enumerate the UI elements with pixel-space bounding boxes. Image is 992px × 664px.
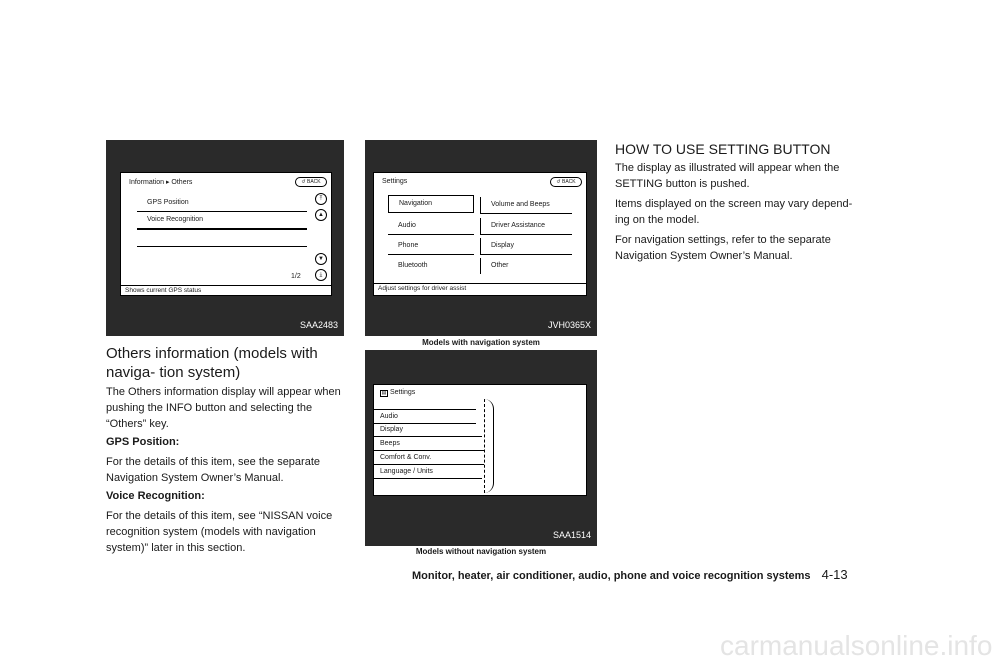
- menu-item[interactable]: Volume and Beeps: [480, 197, 572, 214]
- back-button[interactable]: ↺ BACK: [550, 177, 582, 187]
- body-text: For the details of this item, see “NISSAN voice recognition system (models with navigation system)” later in this section.: [106, 510, 333, 554]
- list-item[interactable]: Audio: [374, 409, 476, 424]
- list-item[interactable]: GPS Position: [137, 195, 307, 212]
- scroll-bottom-icon[interactable]: ⤓: [315, 269, 327, 281]
- subheading: GPS Position:: [106, 436, 180, 448]
- section-heading: HOW TO USE SETTING BUTTON: [615, 141, 831, 157]
- body-text: Items displayed on the screen may vary depend- ing on the model.: [615, 198, 853, 226]
- page-footer: [412, 567, 862, 582]
- figure-code: JVH0365X: [547, 320, 591, 330]
- screen-title: Information ▸ Others: [129, 179, 193, 186]
- menu-item[interactable]: Phone: [388, 238, 474, 255]
- watermark: carmanualsonline.info: [720, 630, 992, 661]
- list-item[interactable]: Beeps: [374, 437, 484, 451]
- scroll-top-icon[interactable]: ⤒: [315, 193, 327, 205]
- list-item[interactable]: [137, 229, 307, 230]
- menu-item-navigation[interactable]: Navigation: [388, 195, 474, 213]
- page-number: 4-13: [821, 567, 848, 582]
- figure-code: SAA1514: [552, 530, 591, 540]
- figure-caption: Models without navigation system: [415, 547, 547, 556]
- scroll-wheel-icon[interactable]: [484, 399, 494, 493]
- list-item[interactable]: Comfort & Conv.: [374, 451, 484, 465]
- figure-settings-no-nav: [365, 350, 597, 546]
- menu-item[interactable]: Other: [480, 258, 572, 274]
- body-text: The Others information display will appear when pushing the INFO button and selecting the “Others” key.: [106, 386, 341, 430]
- status-bar: Shows current GPS status: [121, 285, 331, 296]
- figure-others-info: [106, 140, 344, 336]
- body-text: For navigation settings, refer to the separate Navigation System Owner’s Manual.: [615, 234, 831, 262]
- back-button[interactable]: ↺ BACK: [295, 177, 327, 187]
- list-item[interactable]: Voice Recognition: [137, 212, 307, 229]
- others-screen: [120, 172, 332, 296]
- menu-item[interactable]: Bluetooth: [398, 262, 428, 269]
- scroll-down-icon[interactable]: ▼: [315, 253, 327, 265]
- settings-icon: ▤: [381, 390, 387, 396]
- settings-screen: [373, 384, 587, 496]
- figure-caption: Models with navigation system: [422, 338, 540, 347]
- body-text: For the details of this item, see the separate Navigation System Owner’s Manual.: [106, 456, 321, 484]
- list-item[interactable]: Display: [374, 423, 482, 437]
- menu-item[interactable]: Audio: [388, 218, 474, 235]
- screen-title: ▤ Settings: [381, 389, 416, 396]
- page-indicator: 1/2: [291, 273, 301, 280]
- figure-settings-nav: [365, 140, 597, 336]
- menu-item[interactable]: Display: [480, 238, 572, 255]
- scroll-up-icon[interactable]: ▲: [315, 209, 327, 221]
- list-item[interactable]: Language / Units: [374, 465, 482, 479]
- list-item[interactable]: [137, 246, 307, 247]
- section-heading: Others information (models with naviga- tion system): [106, 345, 318, 381]
- menu-item[interactable]: Driver Assistance: [480, 218, 572, 235]
- figure-code: SAA2483: [299, 320, 338, 330]
- subheading: Voice Recognition:: [106, 490, 205, 502]
- status-bar: Adjust settings for driver assist: [374, 283, 586, 294]
- section-title: Monitor, heater, air conditioner, audio, phone and voice recognition systems: [412, 570, 811, 582]
- settings-screen: [373, 172, 587, 296]
- screen-title: Settings: [382, 178, 408, 185]
- body-text: The display as illustrated will appear when the SETTING button is pushed.: [615, 162, 840, 190]
